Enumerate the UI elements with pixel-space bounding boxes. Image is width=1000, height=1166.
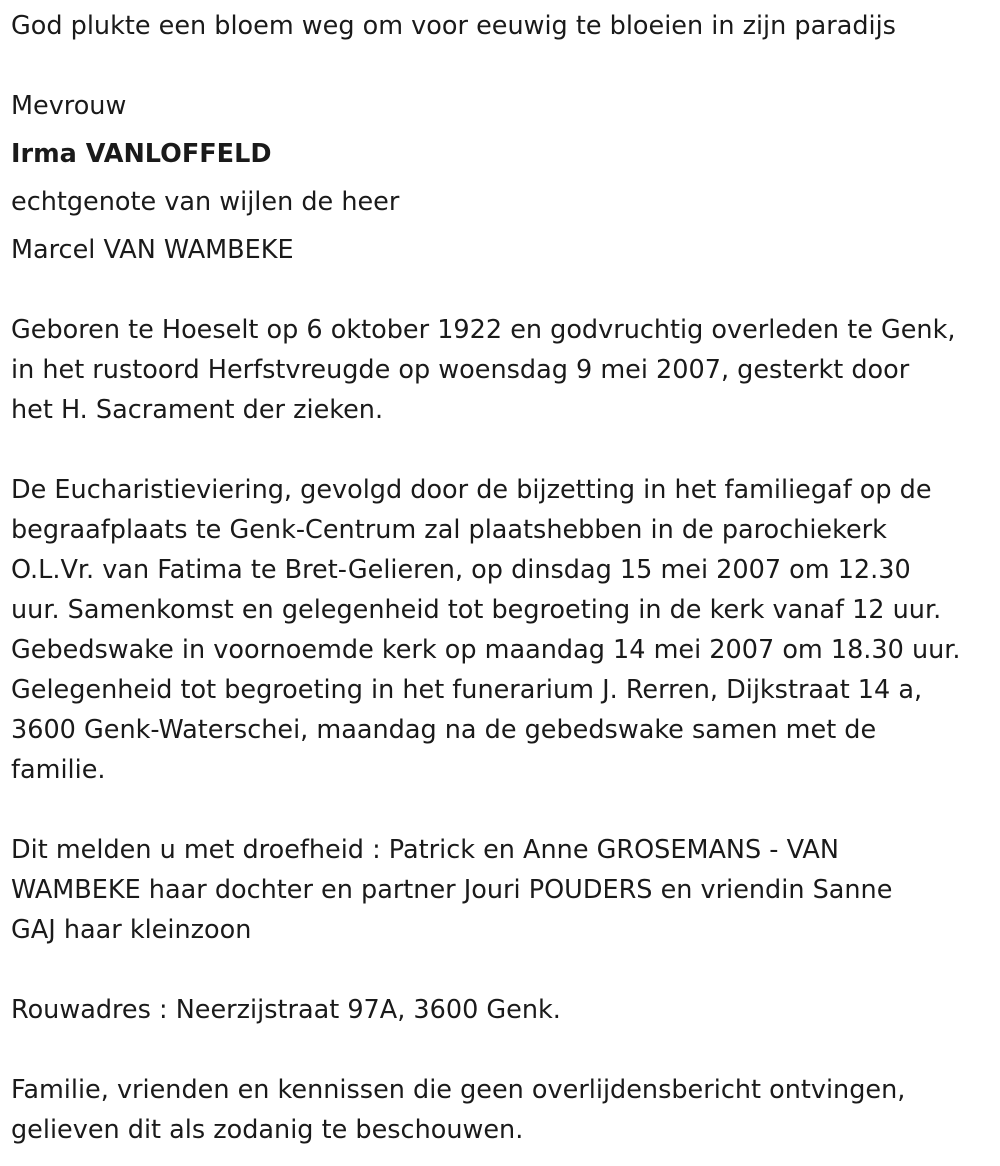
text-line: Geboren te Hoeselt op 6 oktober 1922 en godvruchtig overleden te Genk,: [11, 315, 956, 345]
text-line: 3600 Genk-Waterschei, maandag na de gebedswake samen met de: [11, 715, 877, 745]
mourning-address: Rouwadres : Neerzijstraat 97A, 3600 Genk.: [11, 995, 561, 1025]
text-line: gelieven dit als zodanig te beschouwen.: [11, 1115, 524, 1145]
text-line: Gebedswake in voornoemde kerk op maandag 14 mei 2007 om 18.30 uur.: [11, 635, 961, 665]
text-line: De Eucharistieviering, gevolgd door de bijzetting in het familiegaf op de: [11, 475, 932, 505]
text-line: uur. Samenkomst en gelegenheid tot begroeting in de kerk vanaf 12 uur.: [11, 595, 942, 625]
text-line: het H. Sacrament der zieken.: [11, 395, 384, 425]
birth-death-paragraph: [11, 310, 996, 430]
text-line: begraafplaats te Genk-Centrum zal plaatshebben in de parochiekerk: [11, 515, 887, 545]
spouse-name: Marcel VAN WAMBEKE: [11, 235, 294, 265]
text-line: GAJ haar kleinzoon: [11, 915, 252, 945]
motto: God plukte een bloem weg om voor eeuwig te bloeien in zijn paradijs: [11, 11, 896, 41]
closing-paragraph: [11, 1070, 996, 1150]
text-line: in het rustoord Herfstvreugde op woensdag 9 mei 2007, gesterkt door: [11, 355, 910, 385]
relation-line: echtgenote van wijlen de heer: [11, 187, 400, 217]
text-line: Familie, vrienden en kennissen die geen overlijdensbericht ontvingen,: [11, 1075, 906, 1105]
ceremony-paragraph: [11, 470, 996, 790]
announcers-paragraph: [11, 830, 996, 950]
text-line: familie.: [11, 755, 106, 785]
salutation: Mevrouw: [11, 91, 127, 121]
deceased-name: Irma VANLOFFELD: [11, 139, 272, 169]
text-line: WAMBEKE haar dochter en partner Jouri POUDERS en vriendin Sanne: [11, 875, 893, 905]
text-line: Gelegenheid tot begroeting in het funerarium J. Rerren, Dijkstraat 14 a,: [11, 675, 923, 705]
text-line: Dit melden u met droefheid : Patrick en Anne GROSEMANS - VAN: [11, 835, 839, 865]
text-line: O.L.Vr. van Fatima te Bret-Gelieren, op dinsdag 15 mei 2007 om 12.30: [11, 555, 911, 585]
